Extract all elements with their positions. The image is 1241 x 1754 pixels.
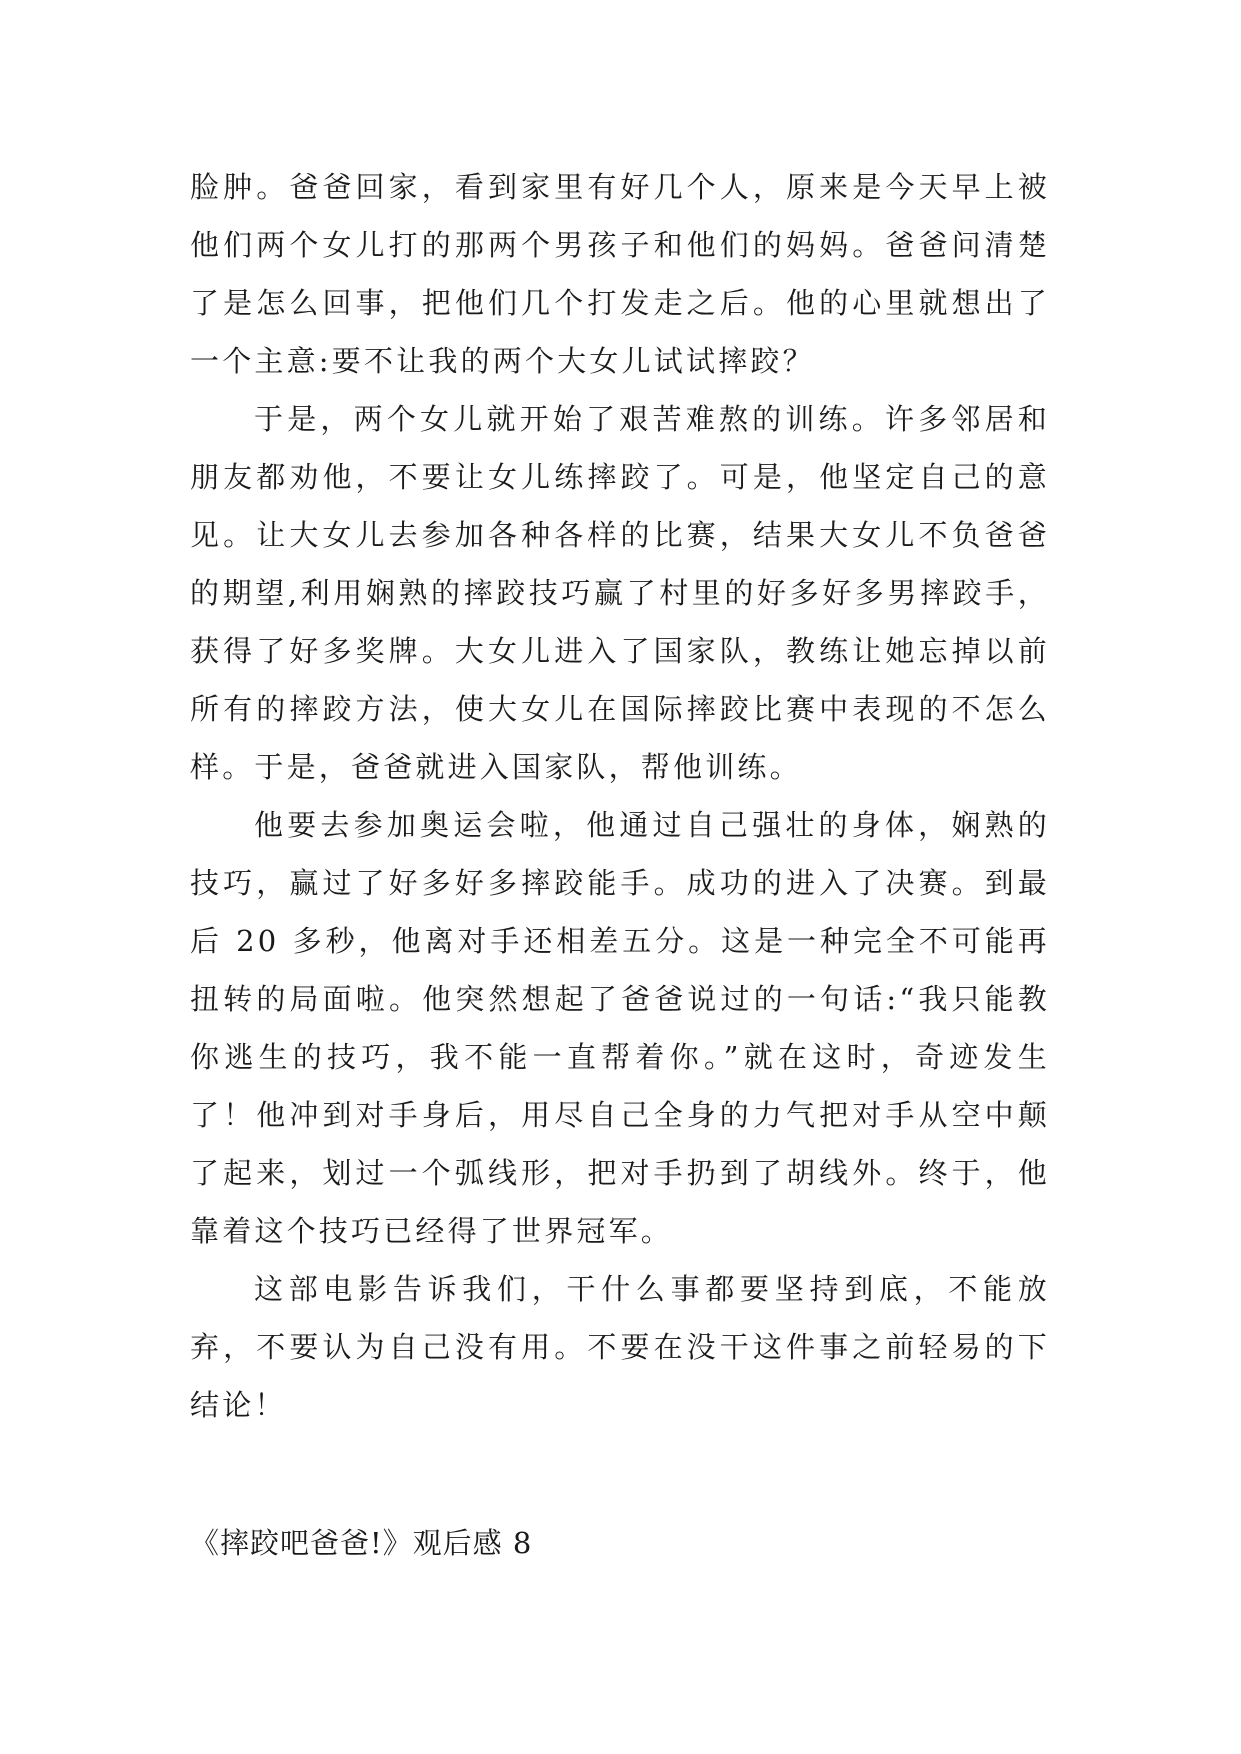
paragraph-2: 于是，两个女儿就开始了艰苦难熬的训练。许多邻居和朋友都劝他，不要让女儿练摔跤了。可是，他坚定自己的意见。让大女儿去参加各种各样的比赛，结果大女儿不负爸爸的期望,利用娴熟的摔跤技巧赢了村里的好多好多男摔跤手，获得了好多奖牌。大女儿进入了国家队，教练让她忘掉以前所有的摔跤方法，使大女儿在国际摔跤比赛中表现的不怎么样。于是，爸爸就进入国家队，帮他训练。: [190, 402, 1050, 784]
paragraph-3: 他要去参加奥运会啦，他通过自己强壮的身体，娴熟的技巧，赢过了好多好多摔跤能手。成功的进入了决赛。到最后 20 多秒，他离对手还相差五分。这是一种完全不可能再扭转的局面啦。他突然想起了爸爸说过的一句话:“我只能教你逃生的技巧，我不能一直帮着你。”就在这时，奇迹发生了！他冲到对手身后，用尽自己全身的力气把对手从空中颠了起来，划过一个弧线形，把对手扔到了胡线外。终于，他靠着这个技巧已经得了世界冠军。: [190, 808, 1050, 1248]
paragraph-4: 这部电影告诉我们，干什么事都要坚持到底，不能放弃，不要认为自己没有用。不要在没干这件事之前轻易的下结论！: [190, 1272, 1050, 1422]
document-body: [190, 158, 1050, 1572]
section-heading: 《摔跤吧爸爸!》观后感 8: [190, 1526, 533, 1560]
paragraph-1: 脸肿。爸爸回家，看到家里有好几个人，原来是今天早上被他们两个女儿打的那两个男孩子和他们的妈妈。爸爸问清楚了是怎么回事，把他们几个打发走之后。他的心里就想出了一个主意:要不让我的两个大女儿试试摔跤？: [190, 170, 1050, 378]
